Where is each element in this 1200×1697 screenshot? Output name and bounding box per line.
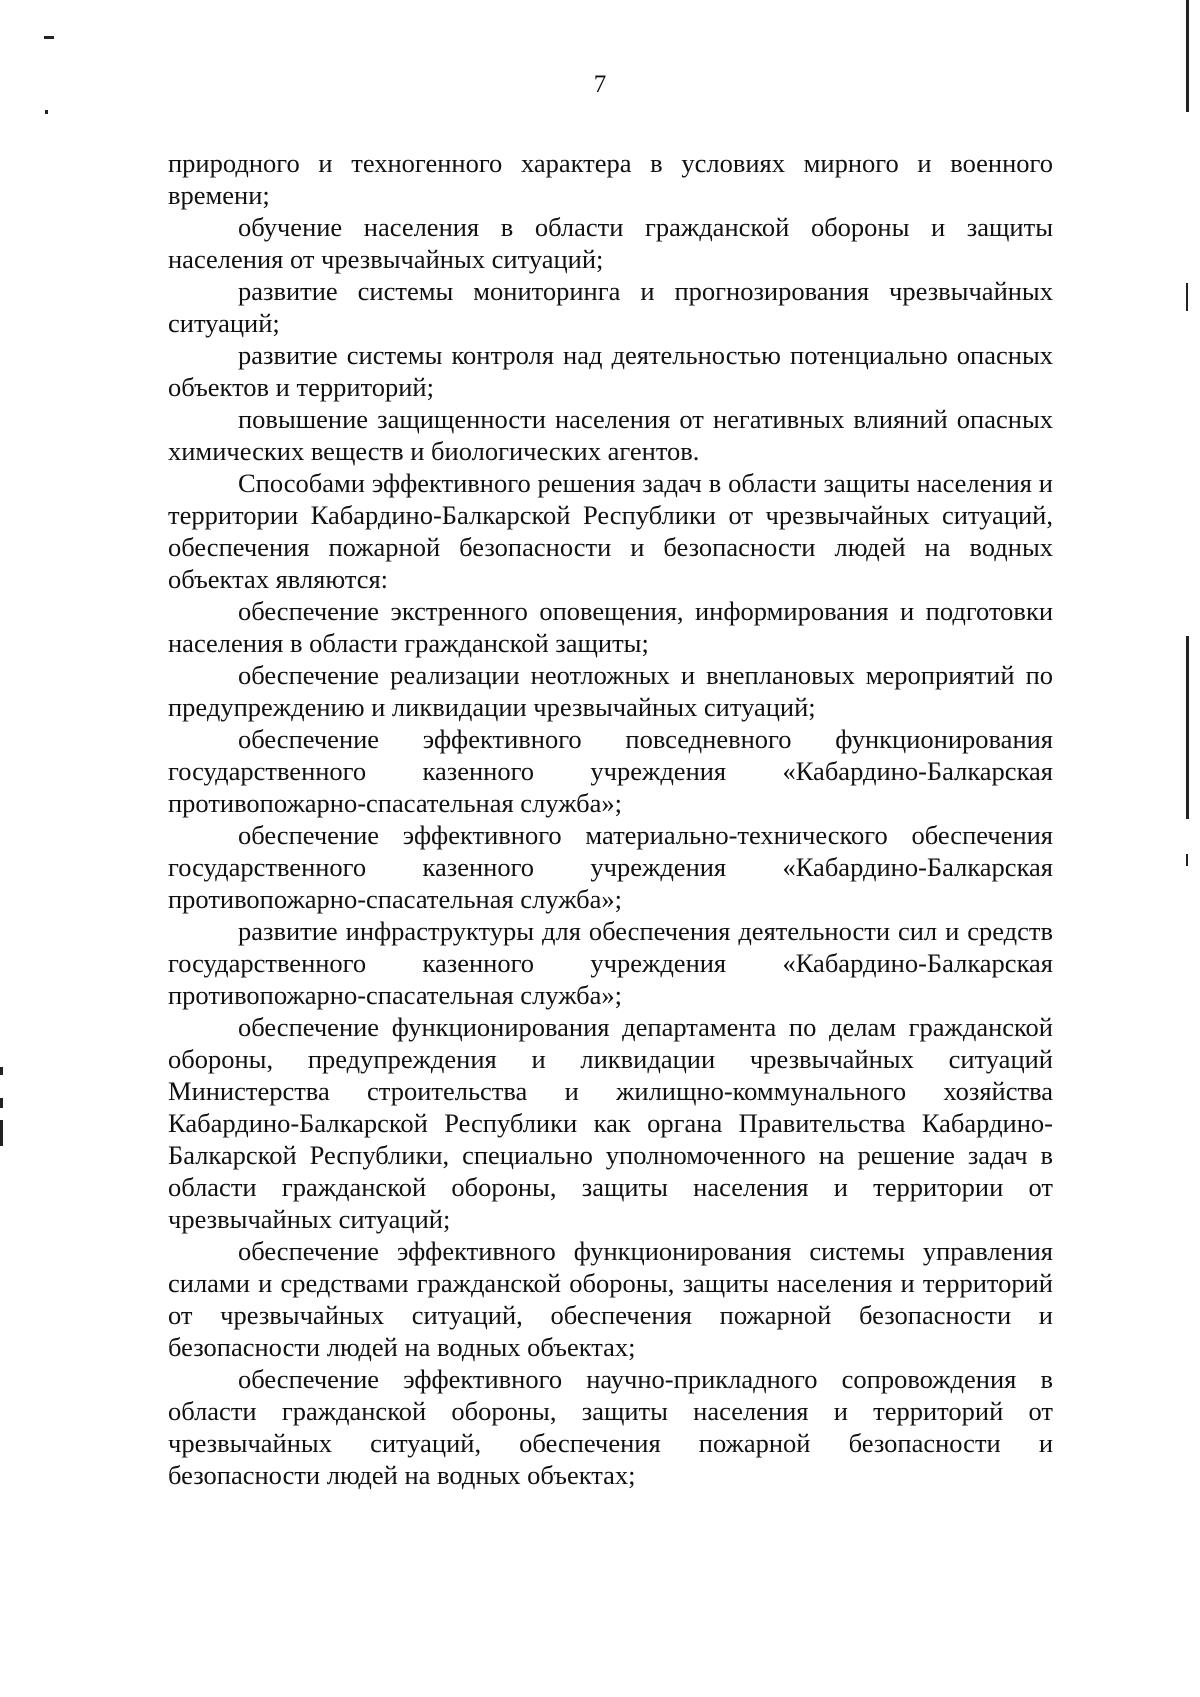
paragraph: обеспечение эффективного функционирования системы управления силами и средствами гражданской обороны, защиты населения и территорий от чрезвычайных ситуаций, обеспечения пожарной безопасности и безопасности людей на водных объектах; — [168, 1236, 1053, 1362]
scan-artifact-mark — [1186, 854, 1188, 866]
scan-artifact-mark — [0, 1067, 3, 1075]
paragraph: развитие системы контроля над деятельностью потенциально опасных объектов и территорий; — [168, 340, 1053, 402]
paragraph: повышение защищенности населения от негативных влияний опасных химических веществ и биологических агентов. — [168, 404, 1053, 466]
paragraph: обучение населения в области гражданской обороны и защиты населения от чрезвычайных ситуаций; — [168, 212, 1053, 274]
scan-artifact-mark — [44, 36, 54, 39]
paragraph: природного и техногенного характера в условиях мирного и военного времени; — [168, 148, 1053, 210]
scan-artifact-mark — [0, 1098, 3, 1108]
paragraph: развитие системы мониторинга и прогнозирования чрезвычайных ситуаций; — [168, 276, 1053, 338]
scan-artifact-mark — [45, 110, 48, 114]
paragraph: обеспечение функционирования департамента по делам гражданской обороны, предупреждения и ликвидации чрезвычайных ситуаций Министерства строительства и жилищно-коммунального хозяйства Кабардино-Балкарской Республики как органа Правительства Кабардино-Балкарской Республики, специально уполномоченного на решение задач в области гражданской обороны, защиты населения и территории от чрезвычайных ситуаций; — [168, 1012, 1053, 1234]
paragraph: обеспечение реализации неотложных и внеплановых мероприятий по предупреждению и ликвидации чрезвычайных ситуаций; — [168, 660, 1053, 722]
scan-artifact-mark — [0, 1120, 3, 1146]
paragraph: обеспечение эффективного материально-технического обеспечения государственного казенного учреждения «Кабардино-Балкарская противопожарно-спасательная служба»; — [168, 820, 1053, 914]
document-body — [168, 147, 1053, 1491]
paragraph: обеспечение эффективного повседневного функционирования государственного казенного учреждения «Кабардино-Балкарская противопожарно-спасательная служба»; — [168, 724, 1053, 818]
scan-artifact-mark — [1186, 283, 1188, 311]
page-number: 7 — [593, 71, 607, 98]
paragraph: развитие инфраструктуры для обеспечения деятельности сил и средств государственного казенного учреждения «Кабардино-Балкарская противопожарно-спасательная служба»; — [168, 916, 1053, 1010]
paragraph: обеспечение экстренного оповещения, информирования и подготовки населения в области гражданской защиты; — [168, 596, 1053, 658]
paragraph: Способами эффективного решения задач в области защиты населения и территории Кабардино-Балкарской Республики от чрезвычайных ситуаций, обеспечения пожарной безопасности и безопасности людей на водных объектах являются: — [168, 468, 1053, 594]
paragraph: обеспечение эффективного научно-прикладного сопровождения в области гражданской обороны, защиты населения и территорий от чрезвычайных ситуаций, обеспечения пожарной безопасности и безопасности людей на водных объектах; — [168, 1364, 1053, 1490]
scan-artifact-mark — [1186, 636, 1189, 819]
